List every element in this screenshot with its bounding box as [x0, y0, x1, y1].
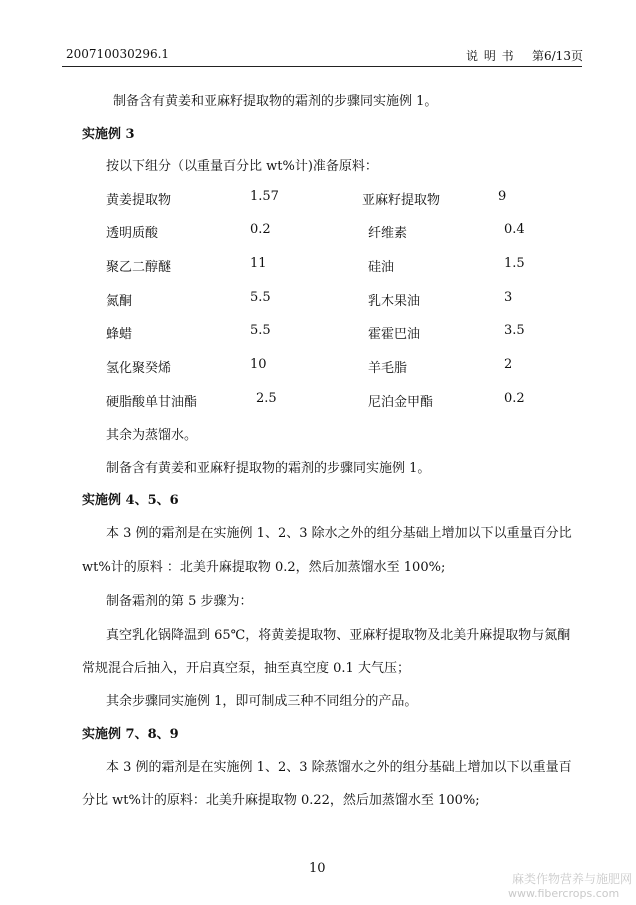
ingredient-name: 透明质酸 — [106, 226, 159, 241]
paragraph-line: 按以下组分（以重量百分比 wt%计)准备原料： — [106, 159, 378, 174]
ingredient-value: 9 — [498, 189, 507, 204]
ingredient-value: 3 — [504, 290, 513, 305]
ingredient-name: 尼泊金甲酯 — [368, 395, 434, 410]
ingredient-value: 2.5 — [256, 391, 277, 406]
document-number: 200710030296.1 — [66, 47, 170, 61]
ingredient-name: 霍霍巴油 — [368, 327, 421, 342]
ingredient-name: 硅油 — [368, 260, 395, 275]
ingredient-value: 1.5 — [504, 256, 525, 271]
ingredient-name: 羊毛脂 — [368, 361, 408, 376]
heading-example-7-8-9: 实施例 7、8、9 — [82, 727, 179, 742]
ingredient-value: 0.2 — [250, 222, 271, 237]
ingredient-value: 10 — [250, 357, 267, 372]
ingredient-value: 1.57 — [250, 189, 279, 204]
paragraph-line: 制备含有黄姜和亚麻籽提取物的霜剂的步骤同实施例 1。 — [113, 94, 438, 109]
ingredient-value: 2 — [504, 357, 513, 372]
paragraph-line: wt%计的原料 ：北美升麻提取物 0.2，然后加蒸馏水至 100%; — [82, 560, 446, 575]
watermark-text: 麻类作物营养与施肥网 — [512, 872, 633, 886]
ingredient-value: 3.5 — [504, 323, 525, 338]
ingredient-name: 乳木果油 — [368, 294, 421, 309]
paragraph-line: 制备霜剂的第 5 步骤为： — [106, 594, 253, 609]
paragraph-line: 其余为蒸馏水。 — [106, 428, 198, 443]
ingredient-value: 11 — [250, 256, 267, 271]
paragraph-line: 分比 wt%计的原料：北美升麻提取物 0.22，然后加蒸馏水至 100%; — [82, 793, 480, 808]
ingredient-name: 黄姜提取物 — [106, 193, 172, 208]
ingredient-value: 0.4 — [504, 222, 525, 237]
ingredient-name: 聚乙二醇醚 — [106, 260, 172, 275]
paragraph-line: 其余步骤同实施例 1，即可制成三种不同组分的产品。 — [106, 694, 418, 709]
ingredient-name: 氢化聚癸烯 — [106, 361, 172, 376]
header-rule — [62, 66, 582, 67]
ingredient-value: 5.5 — [250, 290, 271, 305]
paragraph-line: 本 3 例的霜剂是在实施例 1、2、3 除水之外的组分基础上增加以下以重量百分比 — [106, 526, 572, 541]
ingredient-value: 0.2 — [504, 391, 525, 406]
heading-example-3: 实施例 3 — [82, 127, 135, 142]
ingredient-name: 纤维素 — [368, 226, 408, 241]
ingredient-name: 氮酮 — [106, 294, 133, 309]
paragraph-line: 真空乳化锅降温到 65℃，将黄姜提取物、亚麻籽提取物及北美升麻提取物与氮酮 — [106, 628, 571, 643]
paragraph-line: 制备含有黄姜和亚麻籽提取物的霜剂的步骤同实施例 1。 — [106, 461, 431, 476]
ingredient-name: 蜂蜡 — [106, 327, 133, 342]
section-title: 说 明 书 — [466, 49, 515, 63]
ingredient-value: 5.5 — [250, 323, 271, 338]
page-number: 10 — [309, 861, 326, 876]
paragraph-line: 常规混合后抽入，开启真空泵，抽至真空度 0.1 大气压； — [82, 661, 410, 676]
watermark-url: www.fibercrops.com — [508, 887, 620, 900]
paragraph-line: 本 3 例的霜剂是在实施例 1、2、3 除蒸馏水之外的组分基础上增加以下以重量百 — [106, 760, 572, 775]
ingredient-name: 亚麻籽提取物 — [362, 193, 441, 208]
ingredient-name: 硬脂酸单甘油酯 — [106, 395, 198, 410]
heading-example-4-5-6: 实施例 4、5、6 — [82, 493, 179, 508]
page-info: 第6/13页 — [532, 49, 583, 63]
